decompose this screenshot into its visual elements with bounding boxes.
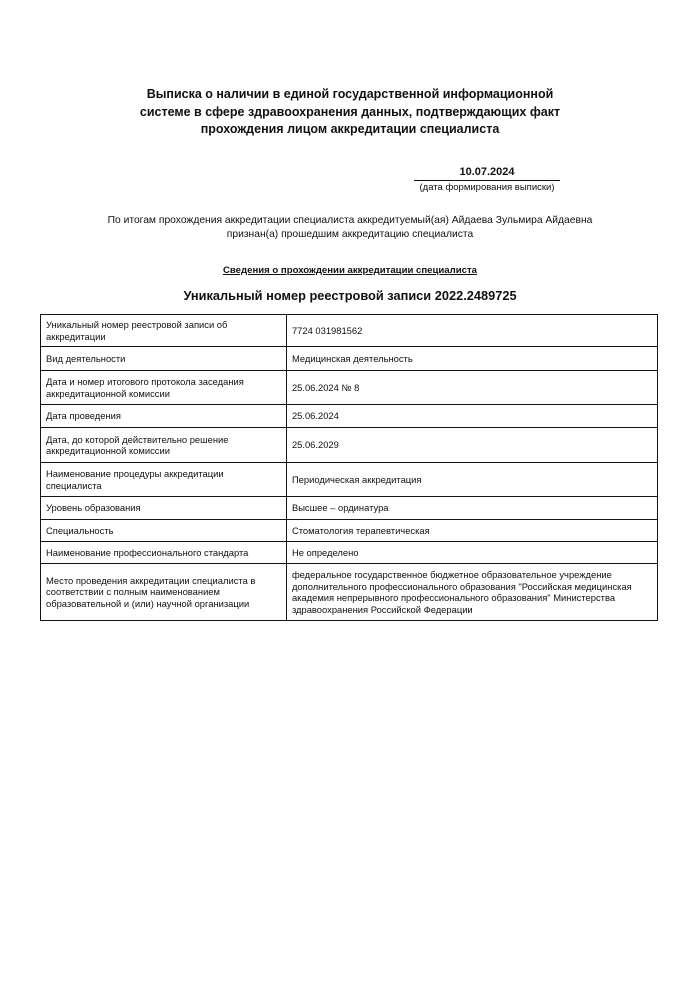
table-row [41,564,658,621]
row-label: Дата и номер итогового протокола заседания аккредитационной комиссии [41,371,287,405]
row-label: Дата, до которой действительно решение аккредитационной комиссии [41,428,287,463]
document-title-line-2: системе в сфере здравоохранения данных, подтверждающих факт [139,104,561,119]
row-label: Специальность [41,520,287,542]
row-value: Периодическая аккредитация [286,463,657,497]
row-label: Уровень образования [41,497,287,520]
row-value: федеральное государственное бюджетное образовательное учреждение дополнительного профессионального образования "Российская медицинская академия непрерывного профессионального образования" Министерства здравоохранения Российской Федерации [286,564,657,621]
section-heading: Сведения о прохождении аккредитации специалиста [222,265,477,276]
row-label: Уникальный номер реестровой записи об аккредитации [41,315,287,347]
row-value: 7724 031981562 [286,315,657,347]
table-row [41,347,658,371]
row-value: 25.06.2029 [286,428,657,463]
row-value: Не определено [286,542,657,564]
row-value: Стоматология терапевтическая [286,520,657,542]
issue-date: 10.07.2024 [414,166,560,181]
issue-date-caption: (дата формирования выписки) [419,182,555,193]
registry-number-heading: Уникальный номер реестровой записи 2022.2489725 [183,288,517,303]
issue-date-block [412,166,562,194]
table-row [41,428,658,463]
document-title-line-3: прохождения лицом аккредитации специалиста [200,122,500,136]
table-row [41,463,658,497]
table-row [41,542,658,564]
row-label: Наименование процедуры аккредитации специалиста [41,463,287,497]
table-row [41,371,658,405]
table-row [41,497,658,520]
row-value: 25.06.2024 № 8 [286,371,657,405]
row-value: Высшее – ординатура [286,497,657,520]
row-label: Наименование профессионального стандарта [41,542,287,564]
accreditation-statement-line-1: По итогам прохождения аккредитации специалиста аккредитуемый(ая) Айдаева Зульмира Айдаевна [107,215,593,226]
row-label: Вид деятельности [41,347,287,371]
accreditation-details-table [40,314,658,621]
row-value: Медицинская деятельность [286,347,657,371]
row-value: 25.06.2024 [286,405,657,428]
row-label: Место проведения аккредитации специалиста в соответствии с полным наименованием образовательной и (или) научной организации [41,564,287,621]
table-row [41,315,658,347]
table-row [41,520,658,542]
document-title-line-1: Выписка о наличии в единой государственной информационной [146,87,554,101]
document-title [100,86,600,139]
row-label: Дата проведения [41,405,287,428]
accreditation-statement-line-2: признан(а) прошедшим аккредитацию специалиста [226,228,474,240]
table-row [41,405,658,428]
accreditation-statement [60,214,640,241]
